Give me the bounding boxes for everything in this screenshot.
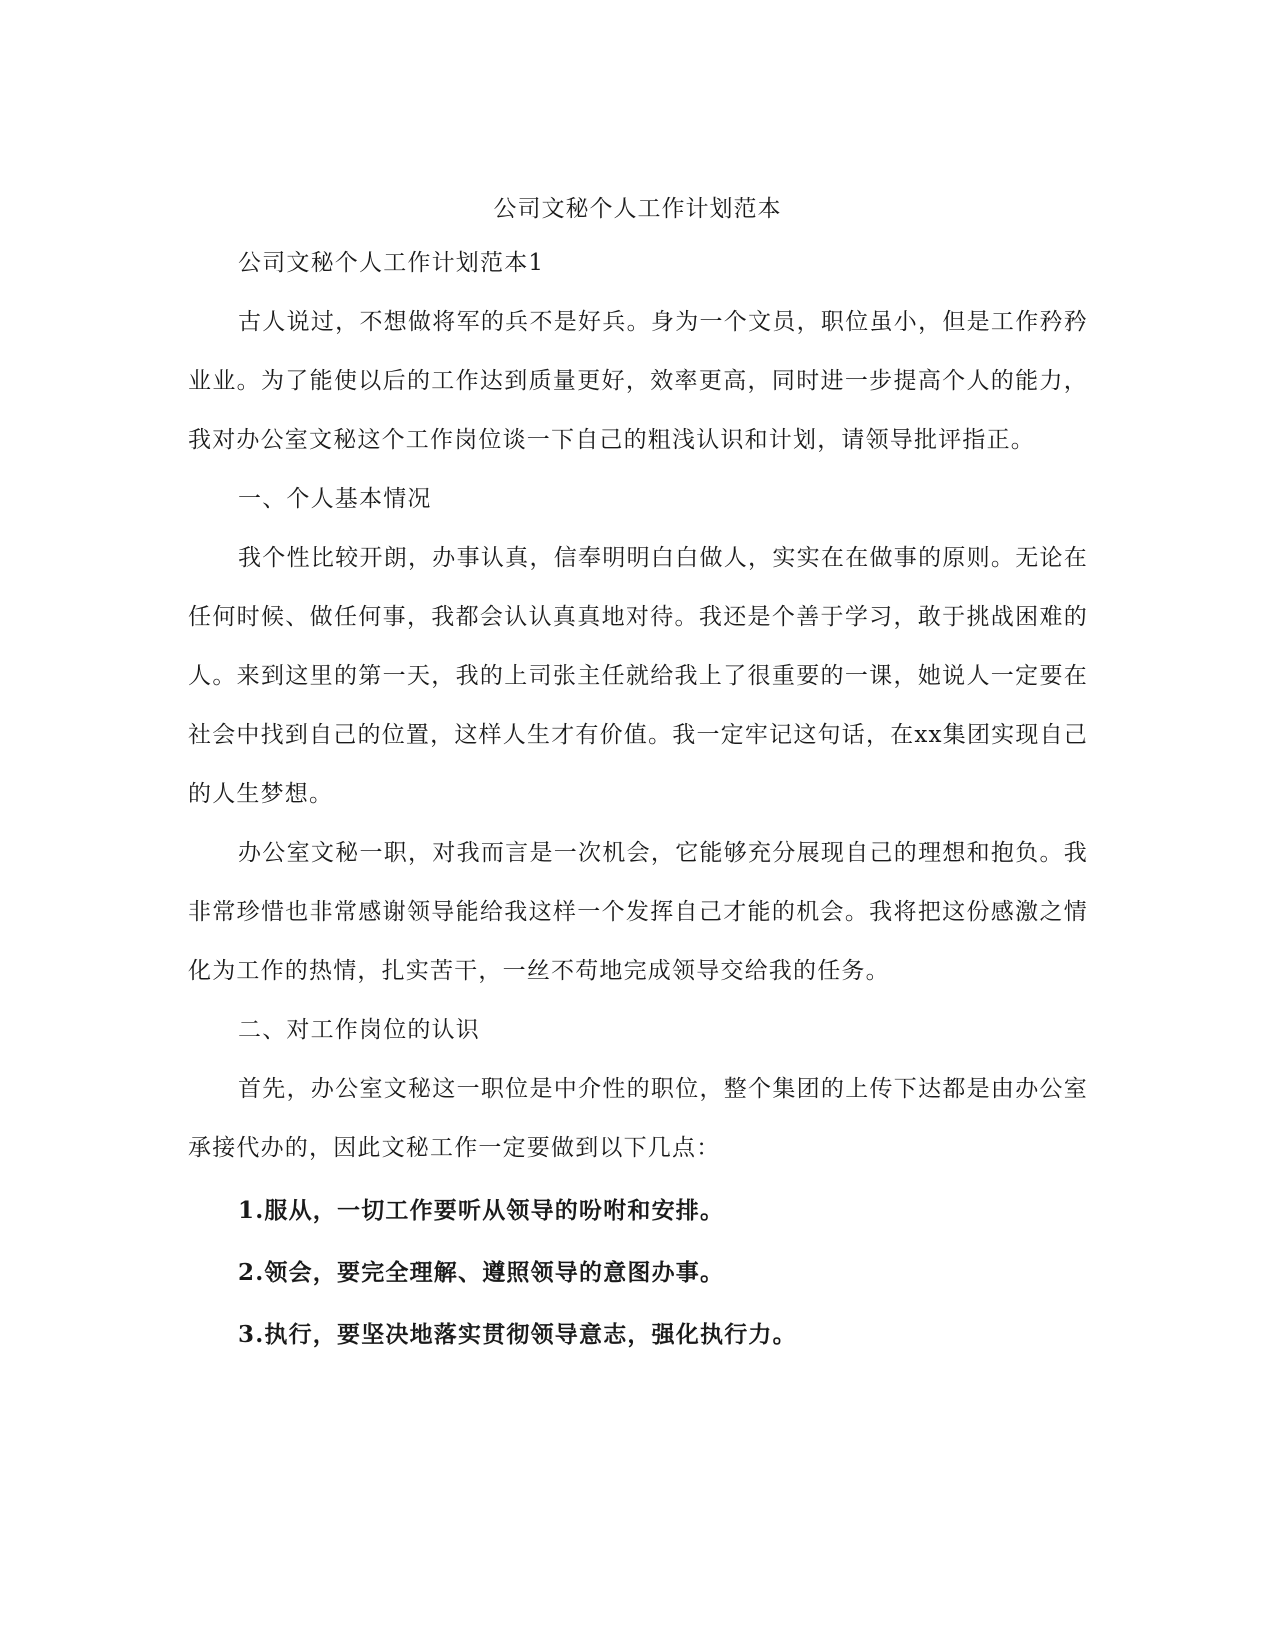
- document-title: 公司文秘个人工作计划范本: [493, 196, 782, 222]
- paragraph: 首先，办公室文秘这一职位是中介性的职位，整个集团的上传下达都是由办公室承接代办的，因此文秘工作一定要做到以下几点：: [188, 1076, 1088, 1161]
- section-heading: 一、个人基本情况: [238, 486, 432, 512]
- section-heading: 公司文秘个人工作计划范本1: [238, 250, 545, 276]
- document-body: [188, 234, 1088, 1367]
- list-item: 3.执行，要坚决地落实贯彻领导意志，强化执行力。: [238, 1321, 797, 1348]
- section-heading: 二、对工作岗位的认识: [238, 1017, 480, 1043]
- paragraph: 我个性比较开朗，办事认真，信奉明明白白做人，实实在在做事的原则。无论在任何时候、做任何事，我都会认认真真地对待。我还是个善于学习，敢于挑战困难的人。来到这里的第一天，我的上司张主任就给我上了很重要的一课，她说人一定要在社会中找到自己的位置，这样人生才有价值。我一定牢记这句话，在xx集团实现自己的人生梦想。: [188, 545, 1088, 807]
- paragraph: 古人说过，不想做将军的兵不是好兵。身为一个文员，职位虽小，但是工作矜矜业业。为了能使以后的工作达到质量更好，效率更高，同时进一步提高个人的能力，我对办公室文秘这个工作岗位谈一下自己的粗浅认识和计划，请领导批评指正。: [188, 309, 1088, 453]
- list-item: 2.领会，要完全理解、遵照领导的意图办事。: [238, 1259, 725, 1286]
- paragraph: 办公室文秘一职，对我而言是一次机会，它能够充分展现自己的理想和抱负。我非常珍惜也非常感谢领导能给我这样一个发挥自己才能的机会。我将把这份感激之情化为工作的热情，扎实苦干，一丝不苟地完成领导交给我的任务。: [188, 840, 1088, 984]
- list-item: 1.服从，一切工作要听从领导的吩咐和安排。: [238, 1197, 725, 1224]
